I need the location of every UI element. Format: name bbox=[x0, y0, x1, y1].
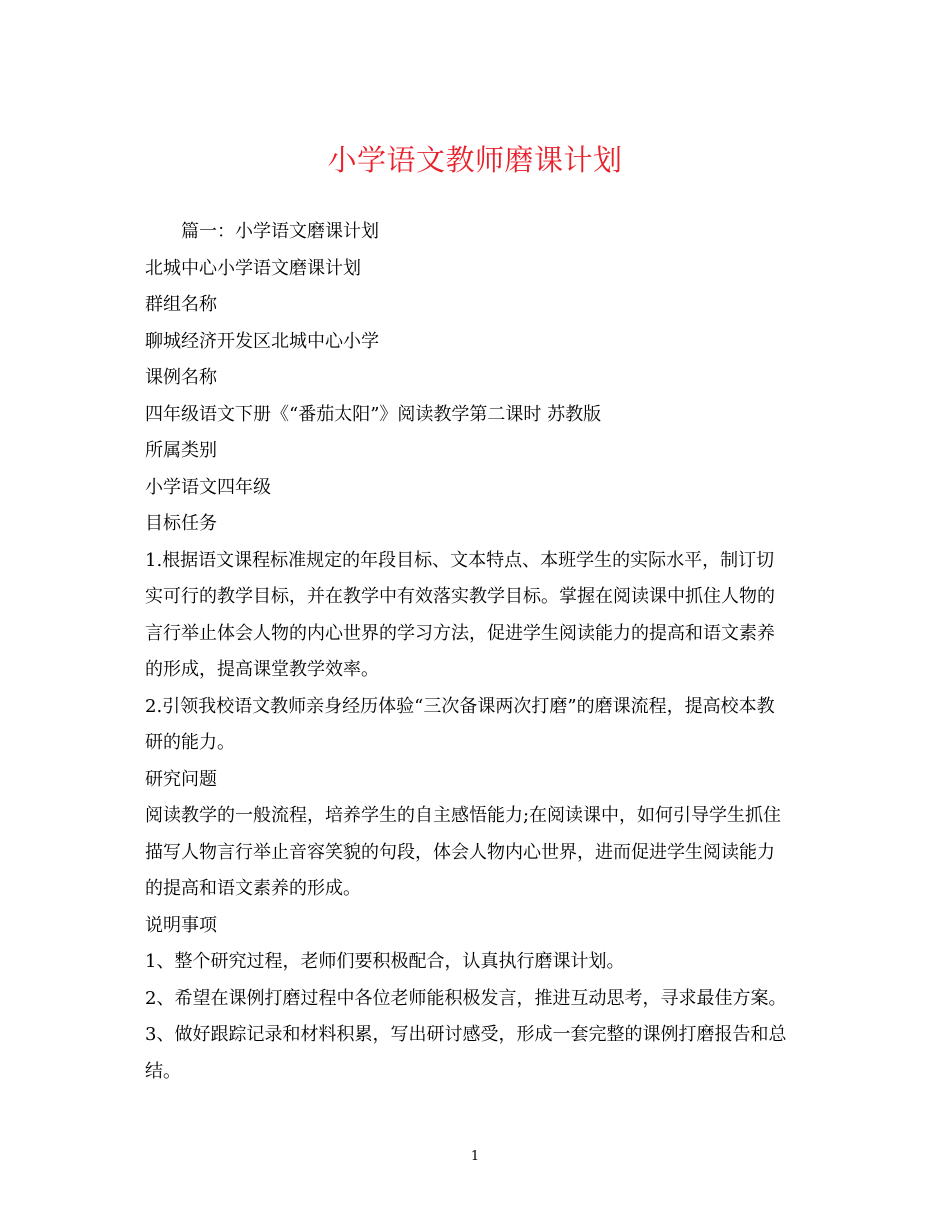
plan-title: 北城中心小学语文磨课计划 bbox=[145, 257, 361, 279]
field-label-category: 所属类别 bbox=[145, 440, 217, 461]
document-body bbox=[145, 214, 810, 1090]
field-label-lesson-name: 课例名称 bbox=[145, 367, 217, 388]
notes-item-line: 3、做好跟踪记录和材料积累，写出研讨感受，形成一套完整的课例打磨报告和总 bbox=[145, 1024, 787, 1045]
field-value-lesson-name: 四年级语文下册《“番茄太阳”》阅读教学第二课时 苏教版 bbox=[145, 403, 602, 425]
section-heading: 篇一：小学语文磨课计划 bbox=[181, 221, 379, 242]
page-number: 1 bbox=[470, 1149, 480, 1164]
field-value-category: 小学语文四年级 bbox=[145, 476, 271, 498]
notes-item-line: 1、整个研究过程，老师们要积极配合，认真执行磨课计划。 bbox=[145, 951, 625, 972]
goal-paragraph-line: 的形成，提高课堂教学效率。 bbox=[145, 659, 379, 680]
research-paragraph-line: 描写人物言行举止音容笑貌的句段，体会人物内心世界，进而促进学生阅读能力 bbox=[145, 841, 775, 863]
field-label-notes: 说明事项 bbox=[145, 914, 217, 936]
research-paragraph-line: 阅读教学的一般流程，培养学生的自主感悟能力;在阅读课中，如何引导学生抓住 bbox=[145, 805, 782, 826]
research-paragraph-line: 的提高和语文素养的形成。 bbox=[145, 878, 361, 899]
goal-paragraph-line: 1.根据语文课程标准规定的年段目标、文本特点、本班学生的实际水平，制订切 bbox=[145, 549, 775, 571]
goal-paragraph-line: 实可行的教学目标，并在教学中有效落实教学目标。掌握在阅读课中抓住人物的 bbox=[145, 586, 775, 607]
document-title: 小学语文教师磨课计划 bbox=[327, 143, 623, 177]
notes-item-line: 结。 bbox=[145, 1060, 181, 1082]
goal-paragraph-line: 2.引领我校语文教师亲身经历体验“三次备课两次打磨”的磨课流程，提高校本教 bbox=[145, 695, 775, 717]
field-label-goals: 目标任务 bbox=[145, 513, 217, 534]
notes-item-line: 2、希望在课例打磨过程中各位老师能积极发言，推进互动思考，寻求最佳方案。 bbox=[145, 987, 787, 1009]
goal-paragraph-line: 言行举止体会人物的内心世界的学习方法，促进学生阅读能力的提高和语文素养 bbox=[145, 622, 775, 644]
field-label-research-question: 研究问题 bbox=[145, 768, 217, 790]
field-value-group-name: 聊城经济开发区北城中心小学 bbox=[145, 330, 379, 352]
goal-paragraph-line: 研的能力。 bbox=[145, 732, 235, 753]
field-label-group-name: 群组名称 bbox=[145, 294, 217, 315]
